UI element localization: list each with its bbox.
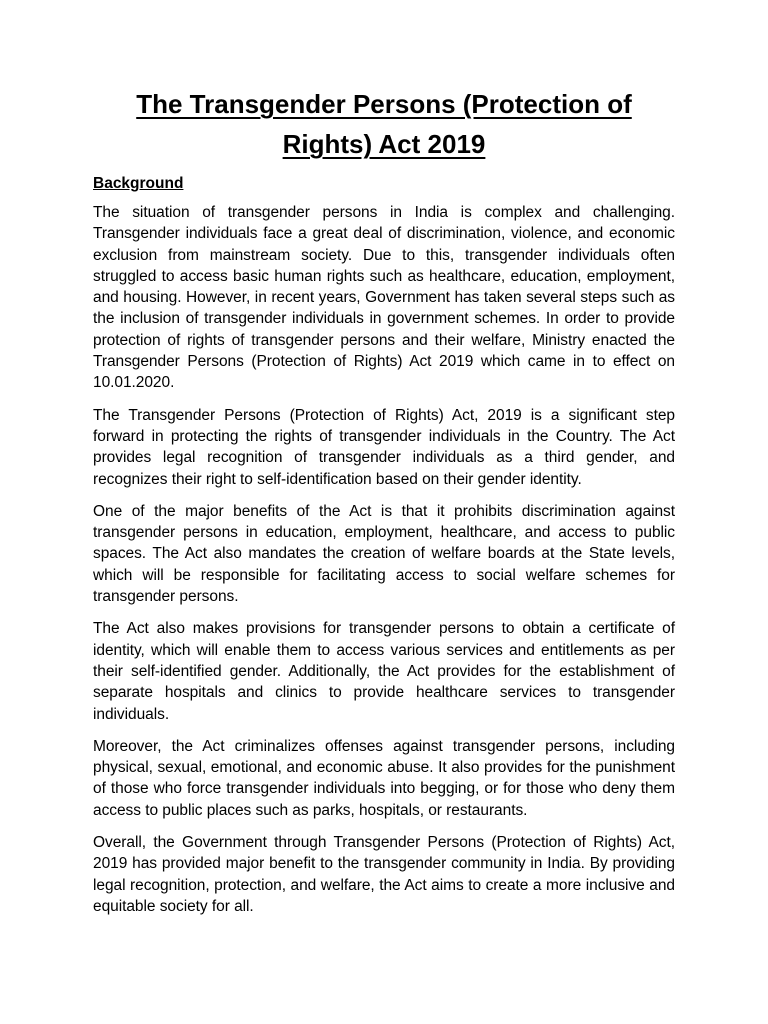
document-title: The Transgender Persons (Protection of Rights) Act 2019 (136, 89, 632, 159)
document-page (93, 84, 675, 928)
paragraph-5: Moreover, the Act criminalizes offenses against transgender persons, including physical, sexual, emotional, and economic abuse. It also provides for the punishment of those who force transgender individuals into begging, or for those who deny them access to public places such as parks, hospitals, or restaurants. (93, 737, 675, 819)
paragraph-3: One of the major benefits of the Act is that it prohibits discrimination against transgender persons in education, employment, healthcare, and access to public spaces. The Act also mandates the creation of welfare boards at the State levels, which will be responsible for facilitating access to social welfare schemes for transgender persons. (93, 502, 675, 606)
paragraph-2: The Transgender Persons (Protection of Rights) Act, 2019 is a significant step forward in protecting the rights of transgender individuals in the Country. The Act provides legal recognition of transgender individuals as a third gender, and recognizes their right to self-identification based on their gender identity. (93, 406, 675, 488)
paragraph-6: Overall, the Government through Transgender Persons (Protection of Rights) Act, 2019 has provided major benefit to the transgender community in India. By providing legal recognition, protection, and welfare, the Act aims to create a more inclusive and equitable society for all. (93, 834, 675, 915)
paragraph-4: The Act also makes provisions for transgender persons to obtain a certificate of identity, which will enable them to access various services and entitlements as per their self-identified gender. Additionally, the Act provides for the establishment of separate hospitals and clinics to provide healthcare services to transgender individuals. (93, 620, 675, 723)
paragraph-1: The situation of transgender persons in India is complex and challenging. Transgender individuals face a great deal of discrimination, violence, and economic exclusion from mainstream society. Due to this, transgender individuals often struggled to access basic human rights such as healthcare, education, employment, and housing. However, in recent years, Government has taken several steps such as the inclusion of transgender individuals in government schemes. In order to provide protection of rights of transgender persons and their welfare, Ministry enacted the Transgender Persons (Protection of Rights) Act 2019 which came in to effect on 10.01.2020. (93, 204, 675, 392)
section-heading-background: Background (93, 175, 184, 192)
